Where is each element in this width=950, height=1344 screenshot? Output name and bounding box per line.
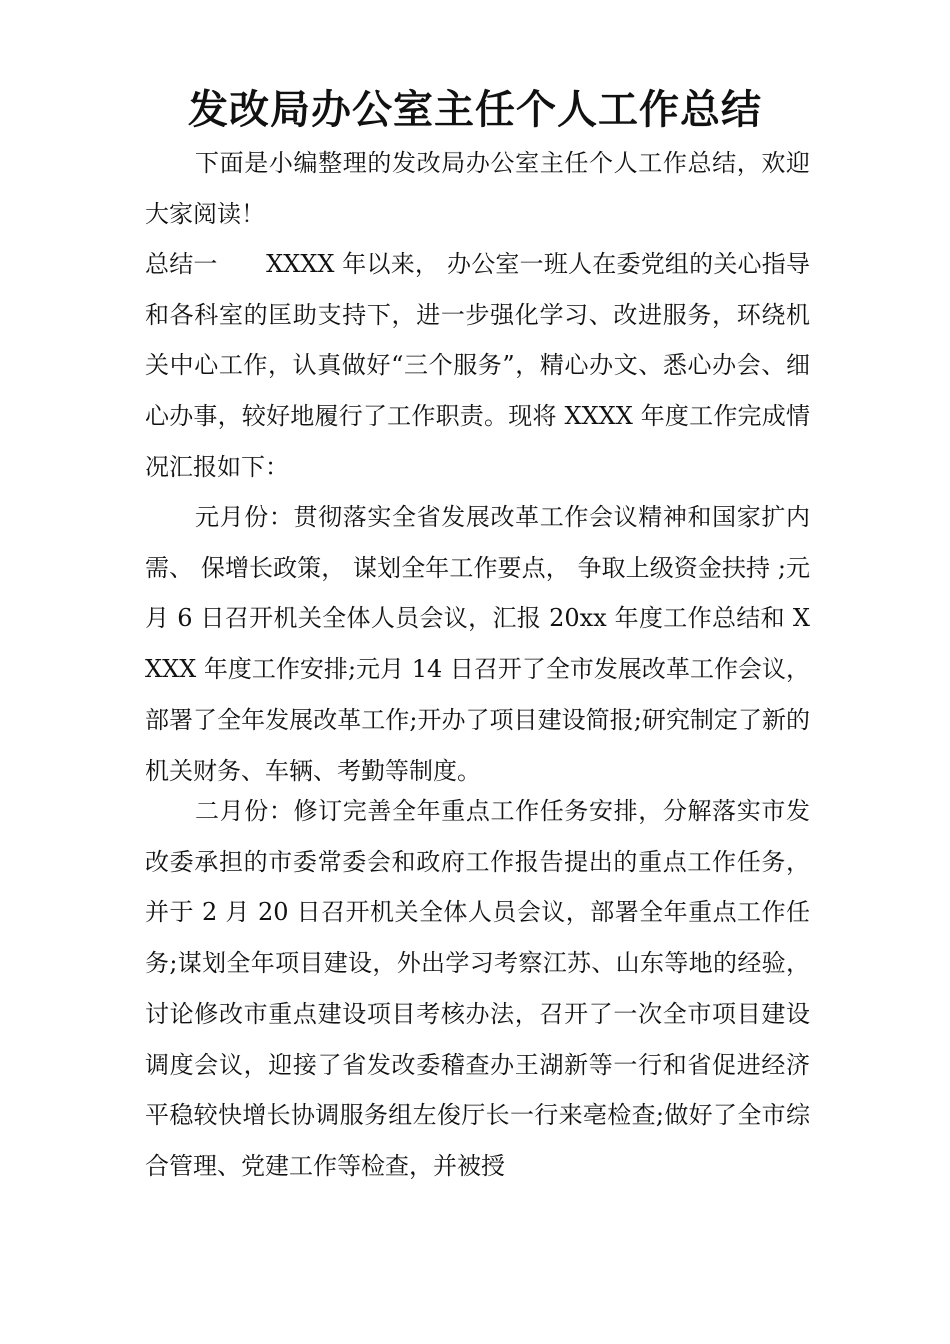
intro-paragraph: 下面是小编整理的发改局办公室主任个人工作总结，欢迎大家阅读！ <box>145 149 810 228</box>
summary-paragraph: 总结一 XXXX 年以来， 办公室一班人在委党组的关心指导和各科室的匡助支持下，进一步强化学习、改进服务，环绕机关中心工作，认真做好“三个服务”，精心办文、悉心办会、细心办事，较好地履行了工作职责。现将 XXXX 年度工作完成情况汇报如下： <box>145 250 810 481</box>
february-paragraph: 二月份：修订完善全年重点工作任务安排，分解落实市发改委承担的市委常委会和政府工作报告提出的重点工作任务，并于 2 月 20 日召开机关全体人员会议，部署全年重点工作任务;谋划全年项目建设，外出学习考察江苏、山东等地的经验，讨论修改市重点建设项目考核办法，召开了一次全市项目建设调度会议，迎接了省发改委稽查办王湖新等一行和省促进经济平稳较快增长协调服务组左俊厅长一行来亳检查;做好了全市综合管理、党建工作等检查，并被授 <box>145 797 810 1180</box>
document-title: 发改局办公室主任个人工作总结 <box>188 87 762 133</box>
january-paragraph: 元月份：贯彻落实全省发展改革工作会议精神和国家扩内需、 保增长政策， 谋划全年工作要点， 争取上级资金扶持 ;元月 6 日召开机关全体人员会议，汇报 20xx 年度工作总结和 XXXX 年度工作安排;元月 14 日召开了全市发展改革工作会议，部署了全年发展改革工作;开办了项目建设简报;研究制定了新的机关财务、车辆、考勤等制度。 <box>145 503 810 785</box>
